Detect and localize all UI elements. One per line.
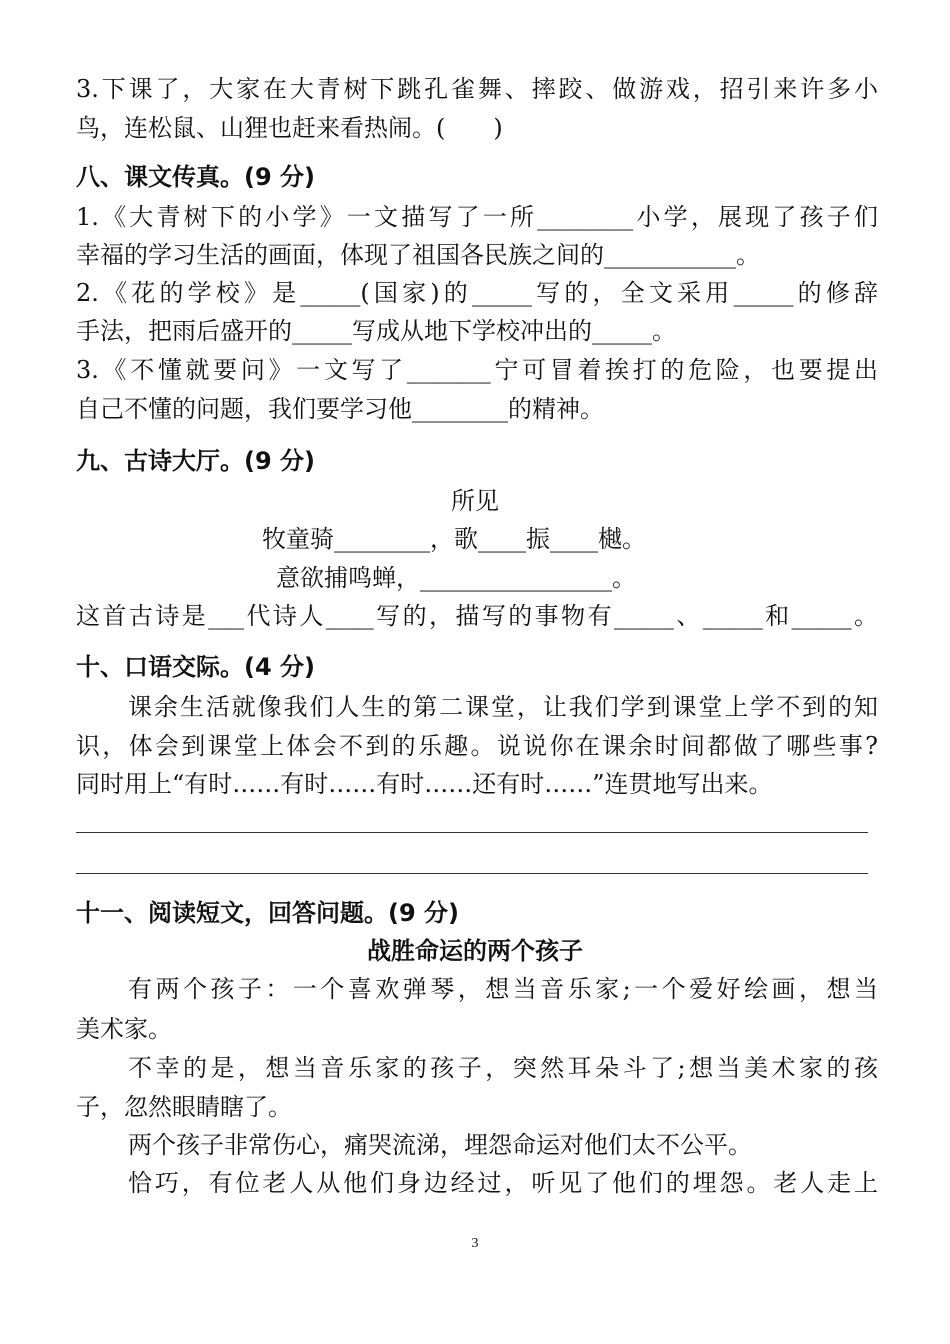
section-10-heading: 十、口语交际。(4 分): [76, 653, 315, 681]
q8-line-3: 2.《花的学校》是_____(国家)的_____写的，全文采用_____的修辞: [76, 279, 878, 307]
section-9-heading: 九、古诗大厅。(9 分): [76, 447, 315, 475]
poem-question: 这首古诗是___代诗人____写的，描写的事物有_____、_____和_____。: [76, 602, 878, 630]
poem-title: 所见: [451, 487, 499, 515]
q8-line-6: 自己不懂的问题，我们要学习他________的精神。: [76, 395, 604, 423]
story-line-5: 两个孩子非常伤心，痛哭流涕，埋怨命运对他们太不公平。: [128, 1131, 752, 1159]
section-11-heading: 十一、阅读短文，回答问题。(9 分): [76, 899, 459, 927]
story-title: 战胜命运的两个孩子: [367, 937, 583, 965]
story-line-3: 不幸的是，想当音乐家的孩子，突然耳朵斗了;想当美术家的孩: [128, 1054, 878, 1082]
poem-line-2: 意欲捕鸣蝉，________________。: [276, 564, 636, 592]
q8-line-2: 幸福的学习生活的画面，体现了祖国各民族之间的___________。: [76, 241, 760, 269]
story-line-1: 有两个孩子：一个喜欢弹琴，想当音乐家;一个爱好绘画，想当: [128, 975, 878, 1003]
q7-item3-line2: 鸟，连松鼠、山狸也赶来看热闹。( ): [76, 114, 503, 142]
q8-line-1: 1.《大青树下的小学》一文描写了一所________小学，展现了孩子们: [76, 203, 878, 231]
poem-line-1: 牧童骑________，歌____振____樾。: [262, 525, 646, 553]
page-number: 3: [471, 1236, 479, 1251]
section-8-heading: 八、课文传真。(9 分): [76, 163, 315, 191]
q8-line-4: 手法，把雨后盛开的_____写成从地下学校冲出的_____。: [76, 317, 676, 345]
q10-line-3: 同时用上“有时……有时……有时……还有时……”连贯地写出来。: [76, 770, 773, 798]
q10-line-2: 识，体会到课堂上体会不到的乐趣。说说你在课余时间都做了哪些事?: [76, 732, 878, 760]
q7-item3-line1: 3.下课了，大家在大青树下跳孔雀舞、摔跤、做游戏，招引来许多小: [76, 75, 878, 103]
q8-line-5: 3.《不懂就要问》一文写了_______宁可冒着挨打的危险，也要提出: [76, 356, 878, 384]
story-line-2: 美术家。: [76, 1015, 172, 1043]
story-line-6: 恰巧，有位老人从他们身边经过，听见了他们的埋怨。老人走上: [128, 1169, 878, 1197]
story-line-4: 子，忽然眼睛瞎了。: [76, 1093, 292, 1121]
answer-line-1[interactable]: [76, 832, 868, 833]
q10-line-1: 课余生活就像我们人生的第二课堂，让我们学到课堂上学不到的知: [128, 693, 878, 721]
answer-line-2[interactable]: [76, 873, 868, 874]
